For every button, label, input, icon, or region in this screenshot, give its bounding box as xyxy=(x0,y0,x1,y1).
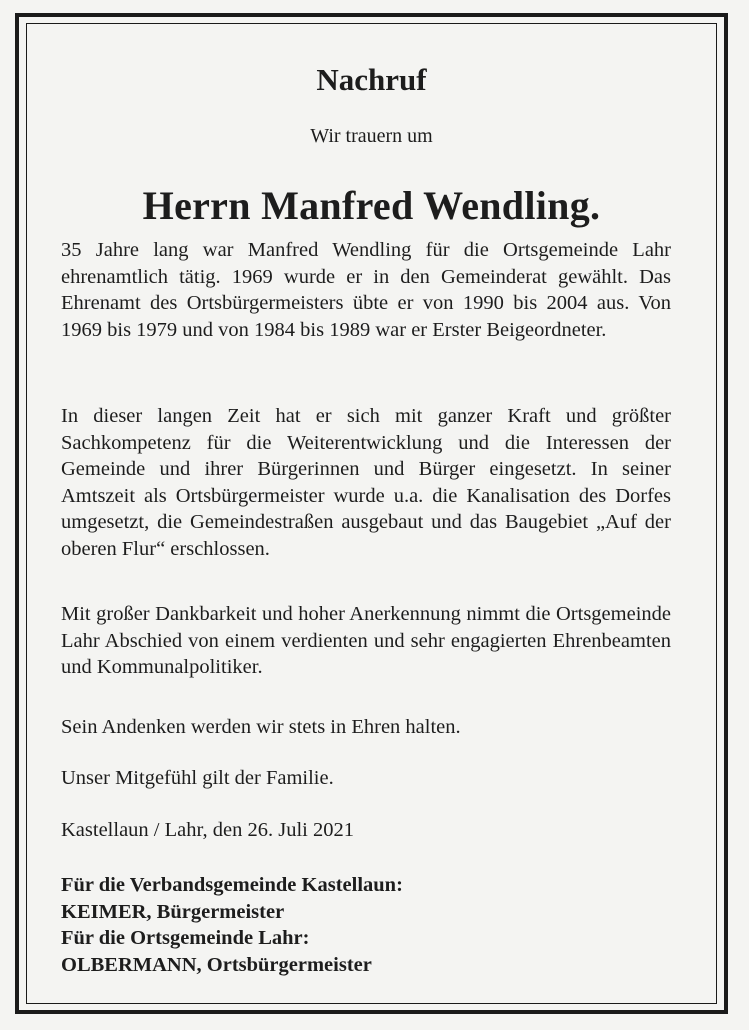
place-date: Kastellaun / Lahr, den 26. Juli 2021 xyxy=(61,819,354,841)
obituary-heading: Nachruf xyxy=(316,62,427,97)
deceased-name: Herrn Manfred Wendling. xyxy=(142,183,601,228)
paragraph-achievements: In dieser langen Zeit hat er sich mit ganzer Kraft und größter Sachkompetenz für die Weiterentwicklung und die Interessen der Gemeinde und ihrer Bürgerinnen und Bürger eingesetzt. In seiner Amtszeit als Ortsbürgermeister wurde u.a. die Kanalisation des Dorfes umgesetzt, die Gemeindestraßen ausgebaut und das Baugebiet „Auf der oberen Flur“ erschlossen. xyxy=(61,405,671,560)
intro-line: Wir trauern um xyxy=(310,125,433,147)
paragraph-condolence: Unser Mitgefühl gilt der Familie. xyxy=(61,767,334,789)
signature-block xyxy=(61,872,403,978)
paragraph-remembrance: Sein Andenken werden wir stets in Ehren halten. xyxy=(61,716,461,738)
paragraph-career: 35 Jahre lang war Manfred Wendling für die Ortsgemeinde Lahr ehrenamtlich tätig. 1969 wurde er in den Gemeinderat gewählt. Das Ehrenamt des Ortsbürgermeisters übte er von 1990 bis 2004 aus. Von 1969 bis 1979 und von 1984 bis 1989 war er Erster Beigeordneter. xyxy=(61,239,671,341)
signature-org-verbandsgemeinde: Für die Verbandsgemeinde Kastellaun: xyxy=(61,874,403,896)
signature-org-ortsgemeinde: Für die Ortsgemeinde Lahr: xyxy=(61,927,310,949)
paragraph-farewell: Mit großer Dankbarkeit und hoher Anerkennung nimmt die Ortsgemeinde Lahr Abschied von einem verdienten und sehr engagierten Ehrenbeamten und Kommunalpolitiker. xyxy=(61,603,671,678)
signature-name-keimer: KEIMER, Bürgermeister xyxy=(61,900,285,923)
signature-name-olbermann: OLBERMANN, Ortsbürgermeister xyxy=(61,953,372,976)
outer-border xyxy=(15,13,728,1014)
